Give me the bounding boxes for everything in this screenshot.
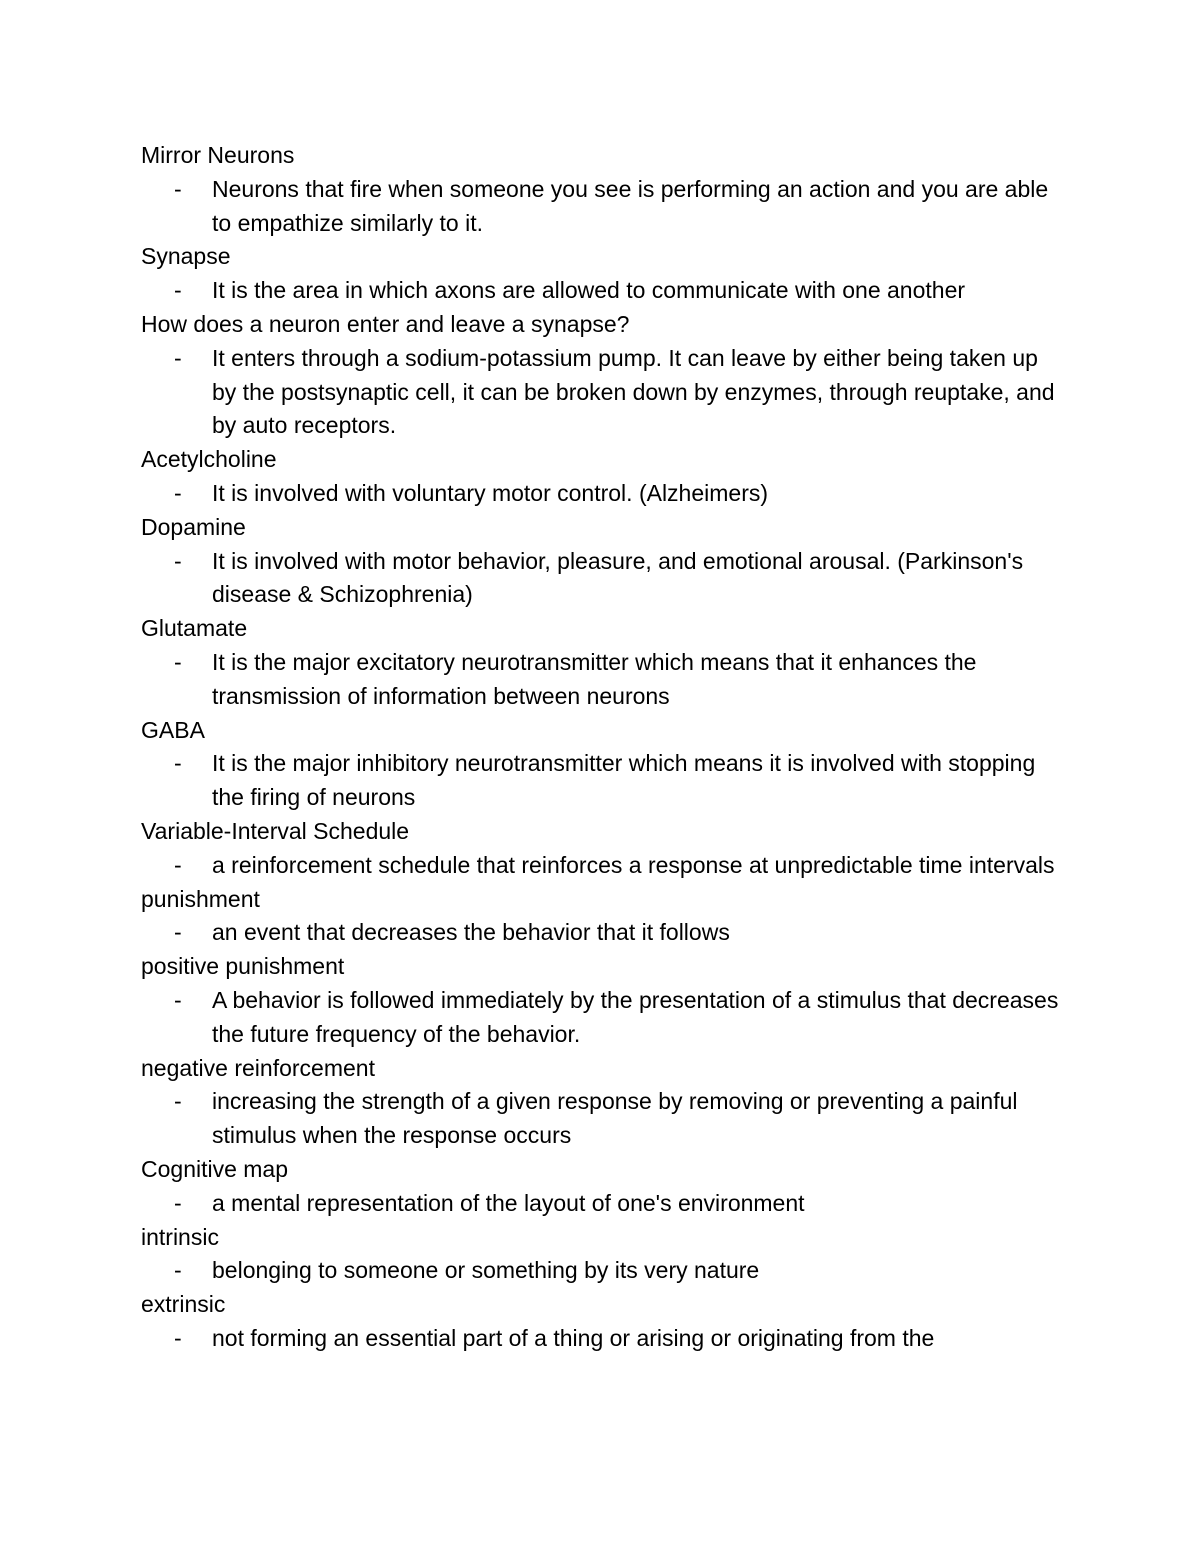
- definition-text: It is involved with motor behavior, pleasure, and emotional arousal. (Parkinson's disease & Schizophrenia): [212, 547, 1024, 608]
- definition-item: [141, 274, 1061, 308]
- document-body: [141, 139, 1061, 1356]
- definition-text: It is involved with voluntary motor control. (Alzheimers): [212, 479, 769, 506]
- definition-list: [141, 1322, 1061, 1356]
- definition-list: [141, 849, 1061, 883]
- term-heading: punishment: [141, 885, 260, 912]
- definition-item: [141, 984, 1061, 1052]
- term-heading: How does a neuron enter and leave a synapse?: [141, 310, 630, 337]
- definition-list: [141, 646, 1061, 714]
- term-heading: negative reinforcement: [141, 1054, 375, 1081]
- definition-list: [141, 342, 1061, 443]
- definition-item: [141, 646, 1061, 714]
- glossary-entry: [141, 950, 1061, 1051]
- dash-bullet: -: [174, 750, 182, 777]
- glossary-entry: [141, 1153, 1061, 1221]
- dash-bullet: -: [174, 1189, 182, 1216]
- definition-list: [141, 274, 1061, 308]
- definition-list: [141, 1254, 1061, 1288]
- definition-text: a reinforcement schedule that reinforces a response at unpredictable time intervals: [212, 851, 1055, 878]
- glossary-entry: [141, 612, 1061, 713]
- term-heading: Cognitive map: [141, 1155, 289, 1182]
- glossary-entry: [141, 1052, 1061, 1153]
- definition-text: A behavior is followed immediately by the presentation of a stimulus that decreases the future frequency of the behavior.: [212, 986, 1059, 1047]
- definition-list: [141, 747, 1061, 815]
- definition-list: [141, 984, 1061, 1052]
- definition-item: [141, 1085, 1061, 1153]
- definition-text: a mental representation of the layout of one's environment: [212, 1189, 805, 1216]
- definition-item: [141, 1254, 1061, 1288]
- dash-bullet: -: [174, 919, 182, 946]
- definition-text: an event that decreases the behavior that it follows: [212, 919, 730, 946]
- definition-item: [141, 342, 1061, 443]
- definition-item: [141, 1322, 1061, 1356]
- dash-bullet: -: [174, 648, 182, 675]
- term-heading: GABA: [141, 716, 205, 743]
- glossary-entry: [141, 511, 1061, 612]
- term-heading: Variable-Interval Schedule: [141, 817, 410, 844]
- glossary-entry: [141, 308, 1061, 443]
- definition-item: [141, 916, 1061, 950]
- definition-list: [141, 477, 1061, 511]
- definition-item: [141, 849, 1061, 883]
- term-heading: Mirror Neurons: [141, 142, 295, 168]
- term-heading: extrinsic: [141, 1291, 226, 1318]
- dash-bullet: -: [174, 1257, 182, 1284]
- glossary-entry: [141, 815, 1061, 883]
- definition-item: [141, 545, 1061, 613]
- dash-bullet: -: [174, 851, 182, 878]
- term-heading: Synapse: [141, 243, 231, 270]
- definition-item: [141, 173, 1061, 241]
- dash-bullet: -: [174, 479, 182, 506]
- definition-text: It is the major excitatory neurotransmitter which means that it enhances the transmission of information between neurons: [212, 648, 977, 709]
- definition-text: Neurons that fire when someone you see is performing an action and you are able to empathize similarly to it.: [212, 175, 1049, 236]
- definition-text: It is the major inhibitory neurotransmitter which means it is involved with stopping the firing of neurons: [212, 750, 1036, 811]
- glossary-entry: [141, 714, 1061, 815]
- definition-item: [141, 747, 1061, 815]
- term-heading: Acetylcholine: [141, 446, 277, 473]
- definition-list: [141, 545, 1061, 613]
- dash-bullet: -: [174, 986, 182, 1013]
- dash-bullet: -: [174, 1088, 182, 1115]
- definition-item: [141, 1187, 1061, 1221]
- definition-item: [141, 477, 1061, 511]
- glossary-entry: [141, 1288, 1061, 1356]
- dash-bullet: -: [174, 277, 182, 304]
- definition-text: It is the area in which axons are allowed to communicate with one another: [212, 277, 966, 304]
- definition-list: [141, 1187, 1061, 1221]
- definition-text: belonging to someone or something by its very nature: [212, 1257, 760, 1284]
- glossary-entry: [141, 443, 1061, 511]
- dash-bullet: -: [174, 344, 182, 371]
- term-heading: positive punishment: [141, 953, 345, 980]
- dash-bullet: -: [174, 1324, 182, 1351]
- term-heading: intrinsic: [141, 1223, 219, 1250]
- glossary-entry: [141, 1221, 1061, 1289]
- glossary-entry: [141, 139, 1061, 240]
- definition-text: not forming an essential part of a thing or arising or originating from the: [212, 1324, 935, 1351]
- glossary-entry: [141, 883, 1061, 951]
- definition-list: [141, 1085, 1061, 1153]
- definition-text: increasing the strength of a given response by removing or preventing a painful stimulus when the response occurs: [212, 1088, 1018, 1149]
- term-heading: Dopamine: [141, 513, 246, 540]
- definition-text: It enters through a sodium-potassium pump. It can leave by either being taken up by the postsynaptic cell, it can be broken down by enzymes, through reuptake, and by auto receptors.: [212, 344, 1055, 439]
- glossary-entry: [141, 240, 1061, 308]
- dash-bullet: -: [174, 547, 182, 574]
- dash-bullet: -: [174, 175, 182, 202]
- definition-list: [141, 916, 1061, 950]
- definition-list: [141, 173, 1061, 241]
- term-heading: Glutamate: [141, 615, 248, 642]
